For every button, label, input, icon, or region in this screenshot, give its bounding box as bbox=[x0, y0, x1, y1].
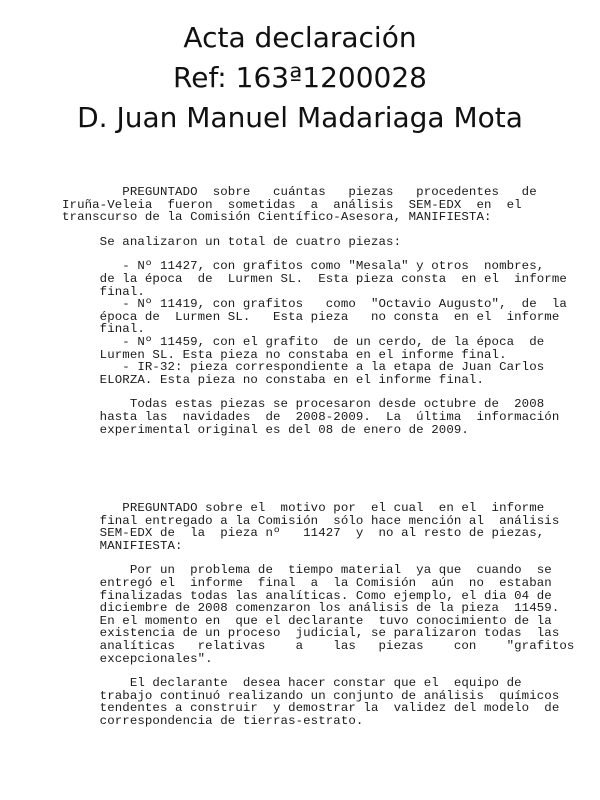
item-line: Lurmen SL. Esta pieza no constaba en el informe final. bbox=[62, 347, 507, 362]
closing-line: El declarante desea hacer constar que el equipo de bbox=[62, 676, 522, 691]
conclusion-line: hasta las navidades de 2008-2009. La última información bbox=[62, 409, 560, 424]
item-line: ELORZA. Esta pieza no constaba en el informe final. bbox=[62, 372, 484, 387]
item-line: de la época de Lurmen SL. Esta pieza consta en el informe bbox=[62, 271, 567, 286]
answer-line: finalizadas todas las analíticas. Como ejemplo, el dia 04 de bbox=[62, 588, 552, 603]
question-line: transcurso de la Comisión Científico-Asesora, MANIFIESTA: bbox=[62, 210, 492, 225]
answer-line: Por un problema de tiempo material ya que cuando se bbox=[62, 563, 552, 578]
intro-line: Se analizaron un total de cuatro piezas: bbox=[62, 234, 402, 249]
closing-line: correspondencia de tierras-estrato. bbox=[62, 713, 364, 728]
item-line: final. bbox=[62, 284, 145, 299]
answer-line: existencia de un proceso judicial, se paralizaron todas las bbox=[62, 626, 560, 641]
section-report-reason bbox=[62, 502, 574, 728]
question-line: SEM-EDX de la pieza nº 11427 y no al resto de piezas, bbox=[62, 526, 545, 541]
answer-line: En el momento en que el declarante tuvo conocimiento de la bbox=[62, 613, 552, 628]
closing-line: trabajo continuó realizando un conjunto de análisis químicos bbox=[62, 688, 560, 703]
section-pieces-analyzed bbox=[62, 186, 567, 436]
question-line: final entregado a la Comisión sólo hace mención al análisis bbox=[62, 513, 560, 528]
question-line: PREGUNTADO sobre cuántas piezas procedentes de bbox=[62, 185, 537, 199]
item-line: - Nº 11459, con el grafito de un cerdo, de la época de bbox=[62, 334, 545, 349]
title-line-reference: Ref: 163ª1200028 bbox=[173, 61, 427, 94]
item-line: - Nº 11419, con grafitos como "Octavio Augusto", de la bbox=[62, 297, 567, 312]
title-line-act: Acta declaración bbox=[183, 21, 417, 54]
question-line: MANIFIESTA: bbox=[62, 538, 183, 553]
item-line: final. bbox=[62, 322, 145, 337]
question-line: Iruña-Veleia fueron sometidas a análisis SEM-EDX en el bbox=[62, 197, 522, 212]
answer-line: analíticas relativas a las piezas con "grafitos bbox=[62, 638, 575, 653]
closing-line: tendentes a construir y demostrar la validez del modelo de bbox=[62, 701, 560, 716]
document-title bbox=[0, 18, 600, 138]
conclusion-line: experimental original es del 08 de enero de 2009. bbox=[62, 422, 469, 437]
answer-line: excepcionales". bbox=[62, 651, 213, 666]
question-line: PREGUNTADO sobre el motivo por el cual en el informe bbox=[62, 501, 545, 515]
conclusion-line: Todas estas piezas se procesaron desde octubre de 2008 bbox=[62, 397, 545, 412]
item-line: - Nº 11427, con grafitos como "Mesala" y otros nombres, bbox=[62, 259, 545, 274]
item-line: época de Lurmen SL. Esta pieza no consta en el informe bbox=[62, 309, 560, 324]
answer-line: diciembre de 2008 comenzaron los análisis de la pieza 11459. bbox=[62, 601, 560, 616]
item-line: - IR-32: pieza correspondiente a la etapa de Juan Carlos bbox=[62, 360, 545, 375]
title-line-declarant: D. Juan Manuel Madariaga Mota bbox=[77, 101, 523, 134]
answer-line: entregó el informe final a la Comisión aún no estaban bbox=[62, 575, 552, 590]
